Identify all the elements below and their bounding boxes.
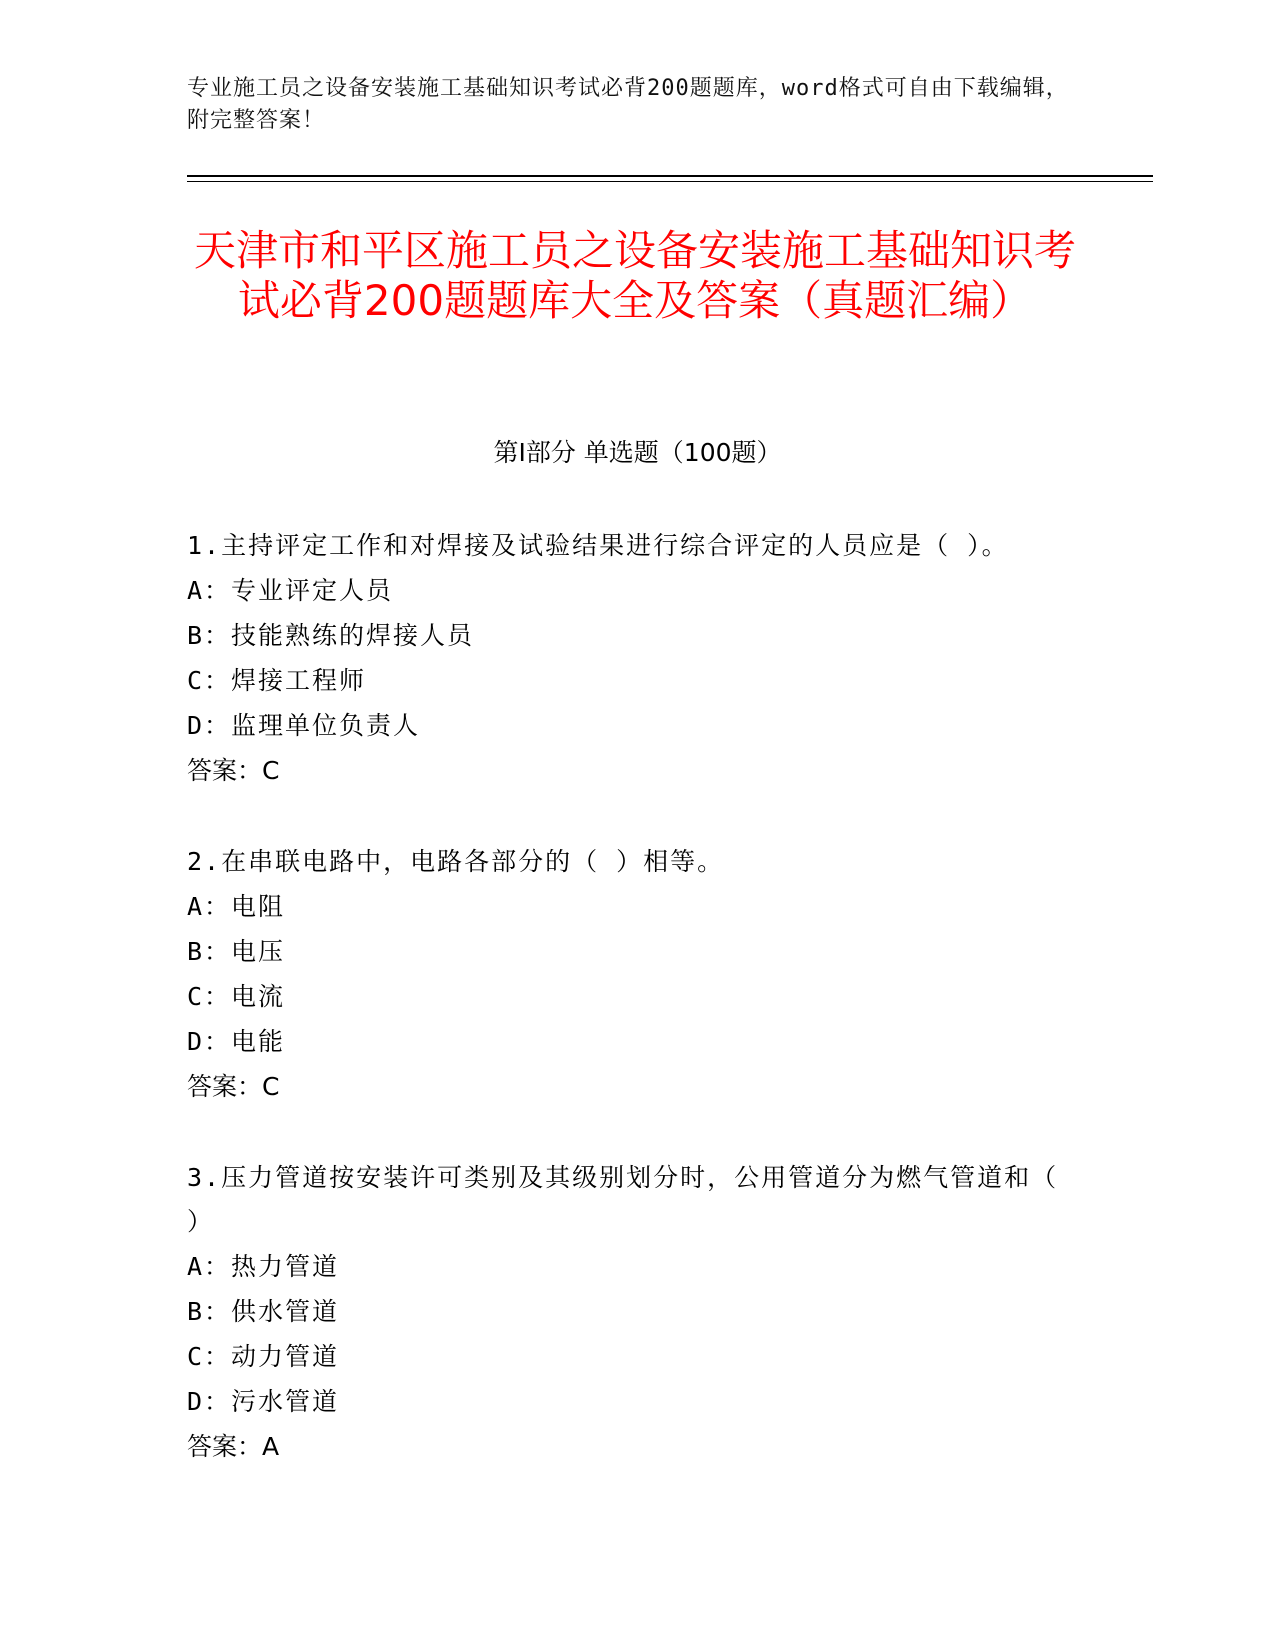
option-d: D：监理单位负责人 <box>187 711 421 740</box>
question-3 <box>187 1156 1067 1469</box>
header-divider-thin <box>187 181 1153 182</box>
option-b: B：电压 <box>187 937 286 966</box>
option-c: C：焊接工程师 <box>187 666 367 695</box>
header-divider-thick <box>187 175 1153 177</box>
question-1 <box>187 524 1067 793</box>
option-a: A：热力管道 <box>187 1252 340 1281</box>
section-title: 第Ⅰ部分 单选题（100题） <box>493 438 782 467</box>
question-stem: 2.在串联电路中，电路各部分的（ ）相等。 <box>187 847 725 876</box>
option-d: D：污水管道 <box>187 1387 340 1416</box>
option-a: A：电阻 <box>187 892 286 921</box>
question-2 <box>187 840 1067 1109</box>
option-d: D：电能 <box>187 1027 286 1056</box>
answer: 答案：A <box>187 1432 280 1461</box>
option-a: A：专业评定人员 <box>187 576 394 605</box>
document-title: 天津市和平区施工员之设备安装施工基础知识考试必背200题题库大全及答案（真题汇编） <box>193 226 1076 325</box>
option-c: C：动力管道 <box>187 1342 340 1371</box>
option-b: B：技能熟练的焊接人员 <box>187 621 475 650</box>
answer: 答案：C <box>187 756 280 785</box>
question-stem: 1.主持评定工作和对焊接及试验结果进行综合评定的人员应是（ ）。 <box>187 531 1009 560</box>
question-stem: 3.压力管道按安装许可类别及其级别划分时，公用管道分为燃气管道和（ ） <box>187 1163 1059 1236</box>
header-note: 专业施工员之设备安装施工基础知识考试必背200题题库，word格式可自由下载编辑，附完整答案！ <box>187 76 1069 133</box>
option-b: B：供水管道 <box>187 1297 340 1326</box>
answer: 答案：C <box>187 1072 280 1101</box>
option-c: C：电流 <box>187 982 286 1011</box>
